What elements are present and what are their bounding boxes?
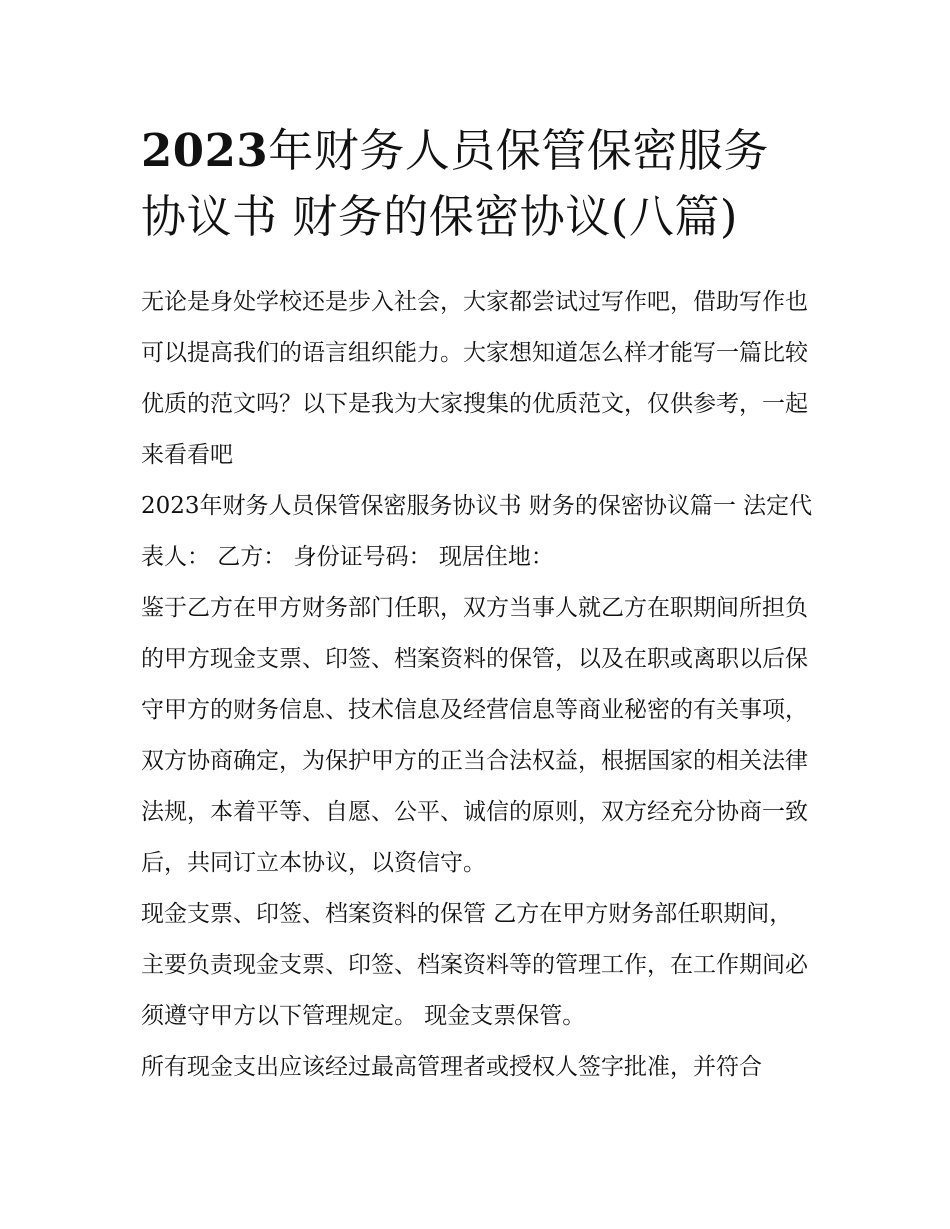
document-title: [141, 118, 813, 250]
cash-approval-paragraph: 所有现金支出应该经过最高管理者或授权人签字批准，并符合: [141, 1054, 762, 1080]
document-page: [141, 118, 813, 1093]
preamble-paragraph: 鉴于乙方在甲方财务部门任职，双方当事人就乙方在职期间所担负的甲方现金支票、印签、档案资料的保管，以及在职或离职以后保守甲方的财务信息、技术信息及经营信息等商业秘密的有关事项，双方协商确定，为保护甲方的正当合法权益，根据国家的相关法律法规，本着平等、自愿、公平、诚信的原则，双方经充分协商一致后，共同订立本协议，以资信守。: [141, 595, 808, 876]
intro-paragraph: 无论是身处学校还是步入社会，大家都尝试过写作吧，借助写作也可以提高我们的语言组织能力。大家想知道怎么样才能写一篇比较优质的范文吗？以下是我为大家搜集的优质范文，仅供参考，一起来看看吧: [141, 289, 808, 468]
custody-paragraph: 现金支票、印签、档案资料的保管 乙方在甲方财务部任职期间，主要负责现金支票、印签、档案资料等的管理工作，在工作期间必须遵守甲方以下管理规定。 现金支票保管。: [141, 901, 808, 1029]
agreement-heading-paragraph: 2023年财务人员保管保密服务协议书 财务的保密协议篇一 法定代表人： 乙方： 身份证号码： 现居住地：: [141, 493, 813, 570]
title-year: 2023: [141, 124, 269, 177]
title-text: 年财务人员保管保密服务协议书 财务的保密协议(八篇): [141, 124, 769, 243]
document-body: [141, 277, 813, 1093]
